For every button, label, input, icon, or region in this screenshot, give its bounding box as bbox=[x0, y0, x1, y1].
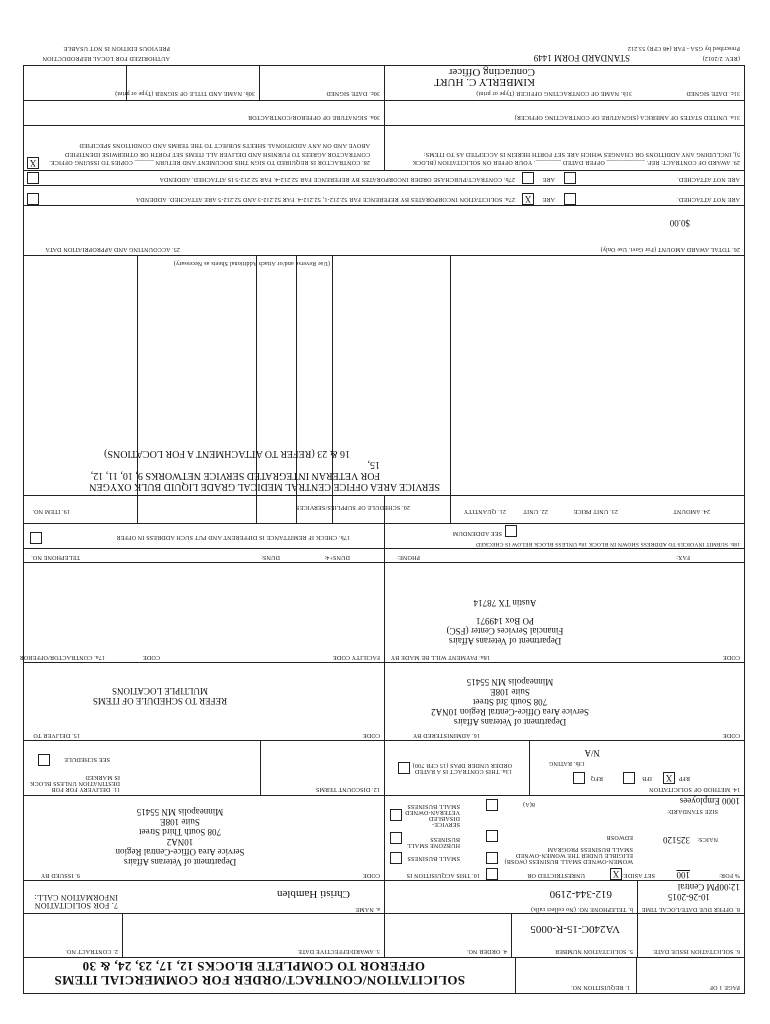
admin-line: Department of Veterans Affairs bbox=[453, 717, 567, 727]
ifb-label: IFB bbox=[642, 775, 652, 781]
terms-27a: 27a. SOLICITATION INCORPORATES BY REFERENCE FAR 52.212-1, 52.212-4. FAR 52.212-3 AND 52.212-5 ARE ATTACHED. ADDENDA bbox=[135, 196, 515, 202]
issued-line: Minneapolis MN 55415 bbox=[136, 807, 224, 817]
b27-are-not: ARE NOT ATTACHED. bbox=[677, 176, 740, 182]
discount-terms-label: 12. DISCOUNT TERMS bbox=[315, 786, 380, 792]
sdvosb-label: SERVICE-DISABLED VETERAN-OWNED SMALL BUSINESS bbox=[405, 803, 460, 827]
name-label: a. NAME bbox=[355, 906, 380, 912]
unit-header: 22. UNIT bbox=[523, 508, 548, 514]
amount-header: 24. AMOUNT bbox=[672, 508, 710, 514]
solicitation-number: VA240C-15-R-0005 bbox=[530, 923, 620, 935]
b27-are-not-checkbox[interactable] bbox=[564, 172, 576, 184]
a27-are-checkbox[interactable]: X bbox=[522, 193, 534, 205]
admin-line: Suite 108E bbox=[490, 687, 530, 697]
admin-line: Service Area Office-Central Region 10NA2 bbox=[431, 707, 589, 717]
admin-line: 708 South 3rd Street bbox=[472, 697, 548, 707]
offer-due-label: 8. OFFER DUE DATE/LOCAL TIME bbox=[641, 906, 740, 912]
small-business-label: SMALL BUSINESS bbox=[407, 855, 460, 861]
terms-27b: 27b. CONTRACT/PURCHASE ORDER INCORPORATES BY REFERENCE FAR 52.212-4. FAR 52.212-5 IS ATTACHED. ADDENDA bbox=[159, 176, 515, 182]
deliver-to-address bbox=[90, 686, 230, 706]
administered-by-label: 16. ADMINISTERED BY bbox=[412, 732, 480, 738]
deliver-line: REFER TO SCHEDULE OF ITEMS bbox=[92, 696, 228, 706]
order-no-label: 4. ORDER NO. bbox=[466, 948, 507, 954]
wosb-checkbox[interactable] bbox=[486, 852, 498, 864]
remittance-label: 17b. CHECK IF REMITTANCE IS DIFFERENT AND PUT SUCH ADDRESS IN OFFER bbox=[116, 534, 350, 540]
hubzone-checkbox[interactable] bbox=[390, 832, 402, 844]
delivery-label: 11. DELIVERY FOR FOB DESTINATION UNLESS BLOCK IS MARKED bbox=[29, 774, 120, 792]
total-award: $0.00 bbox=[669, 218, 690, 228]
payment-line: Department of Veterans Affairs bbox=[448, 636, 562, 646]
page-of-label: PAGE 1 OF bbox=[709, 984, 740, 990]
issued-line: Department of Veterans Affairs bbox=[123, 857, 237, 867]
footer-prescribed: Prescribed by GSA - FAR (48 CFR) 53.212 bbox=[627, 45, 740, 51]
total-award-label: 26. TOTAL AWARD AMOUNT (For Govt. Use Only) bbox=[600, 246, 740, 252]
desc-line: 16 & 23 (REFER TO ATTACHMENT A FOR LOCATIONS) bbox=[104, 448, 350, 459]
sdvosb-checkbox[interactable] bbox=[390, 809, 402, 821]
footer-standard-form: STANDARD FORM 1449 bbox=[533, 53, 630, 63]
telephone-label: b. TELEPHONE NO. (No collect calls) bbox=[530, 906, 633, 912]
issued-line: Suite 108E bbox=[160, 817, 200, 827]
fax-label: FAX: bbox=[675, 554, 690, 560]
edwosb-label: EDWOSB bbox=[606, 834, 633, 840]
footer-rev: (REV. 2/2012) bbox=[702, 55, 740, 61]
telephone-no-label: TELEPHONE NO. bbox=[31, 554, 80, 560]
payment-by-label: 18a. PAYMENT WILL BE MADE BY bbox=[390, 654, 490, 660]
rfp-checkbox[interactable]: X bbox=[663, 772, 675, 784]
info-call-label: 7. FOR SOLICITATION INFORMATION CALL: bbox=[34, 893, 118, 910]
hubzone-label: HUBZONE SMALL BUSINESS bbox=[407, 836, 460, 848]
requisition-no-label: 1. REQUISITION NO. bbox=[570, 984, 630, 990]
sig-30a: 30a. SIGNATURE OF OFFEROR/CONTRACTOR bbox=[247, 114, 380, 120]
phone-label: PHONE: bbox=[397, 554, 420, 560]
payment-line: Financial Services Center (FSC) bbox=[446, 626, 564, 636]
quantity-header: 21. QUANTITY bbox=[463, 508, 506, 514]
ifb-checkbox[interactable] bbox=[623, 772, 635, 784]
facility-code-label: FACILITY CODE bbox=[332, 654, 380, 660]
a27-are-not-checkbox[interactable] bbox=[564, 193, 576, 205]
contractor-label: 17a. CONTRACTOR/OFFEROR bbox=[19, 654, 105, 660]
form-title: SOLICITATION/CONTRACT/ORDER FOR COMMERCIAL ITEMS bbox=[54, 973, 465, 988]
b27-are: ARE bbox=[542, 176, 555, 182]
duns-label: DUNS: bbox=[260, 554, 280, 560]
rated-order-checkbox[interactable] bbox=[398, 762, 410, 774]
contract-no-label: 2. CONTRACT NO. bbox=[65, 948, 118, 954]
c28-checkbox[interactable]: X bbox=[27, 157, 39, 169]
rfp-label: RFP bbox=[678, 775, 690, 781]
deliver-code-label: CODE bbox=[362, 732, 380, 738]
payment-address bbox=[430, 598, 580, 646]
size-standard-label: SIZE STANDARD: bbox=[667, 808, 718, 814]
see-addendum-checkbox[interactable] bbox=[505, 525, 517, 537]
offer-due-time: 12:00PM Central bbox=[677, 882, 740, 892]
admin-code-label: CODE bbox=[722, 732, 740, 738]
duns4-label: DUNS+4: bbox=[324, 554, 350, 560]
eight-a-label: 8(A) bbox=[522, 801, 535, 807]
footer-authorized: AUTHORIZED FOR LOCAL REPRODUCTION bbox=[42, 55, 170, 61]
offer-due-date: 10-26-2015 bbox=[668, 892, 710, 902]
issued-by-label: 9. ISSUED BY bbox=[40, 872, 80, 878]
deliver-to-label: 15. DELIVER TO bbox=[33, 732, 80, 738]
see-addendum-label: SEE ADDENDUM bbox=[452, 530, 502, 536]
submit-invoices-label: 18b. SUBMIT INVOICES TO ADDRESS SHOWN IN BLOCK 18a UNLESS BLOCK BELOW IS CHECKED bbox=[475, 541, 740, 547]
issued-by-address bbox=[110, 807, 250, 867]
accounting-label: 25. ACCOUNTING AND APPROPRIATION DATA bbox=[45, 246, 180, 252]
b27-checkbox[interactable] bbox=[27, 172, 39, 184]
method-label: 14. METHOD OF SOLICITATION bbox=[648, 786, 740, 792]
rfq-label: RFQ bbox=[590, 775, 603, 781]
small-business-checkbox[interactable] bbox=[390, 852, 402, 864]
a27-are: ARE bbox=[542, 196, 555, 202]
unrestricted-checkbox[interactable] bbox=[486, 868, 498, 880]
admin-line: Minneapolis MN 55415 bbox=[466, 677, 554, 687]
deliver-line: MULTIPLE LOCATIONS bbox=[112, 686, 208, 696]
issued-line: Service Area Office-Central Region 10NA2 bbox=[115, 837, 245, 857]
item-no-header: 19. ITEM NO. bbox=[32, 508, 70, 514]
set-aside-label: SET ASIDE: bbox=[621, 872, 655, 878]
rated-order-label: 13a. THIS CONTRACT IS A RATED ORDER UNDER DPAS (15 CFR 700) bbox=[412, 762, 512, 774]
b27-are-checkbox[interactable] bbox=[522, 172, 534, 184]
schedule-header: 20. SCHEDULE OF SUPPLIES/SERVICES bbox=[295, 504, 410, 510]
reverse-note: (Use Reverse and/or Attach Additional Sheets as Necessary) bbox=[173, 260, 330, 266]
a27-checkbox[interactable] bbox=[27, 193, 39, 205]
payment-line: Austin TX 78714 bbox=[473, 598, 537, 608]
rfq-checkbox[interactable] bbox=[573, 772, 585, 784]
payment-line: PO Box 149971 bbox=[476, 616, 535, 626]
acquisition-label: 10. THIS ACQUISITION IS bbox=[406, 872, 480, 878]
administered-by-address bbox=[430, 677, 590, 727]
issue-date-label: 6. SOLICITATION ISSUE DATE bbox=[653, 948, 740, 954]
naics-code: 325120 bbox=[663, 835, 690, 845]
wosb-label: WOMEN-OWNED SMALL BUSINESS (WOSB) ELIGIBLE UNDER THE WOMEN-OWNED SMALL BUSINESS PROGRAM bbox=[504, 846, 633, 864]
sig-30b: 30b. NAME AND TITLE OF SIGNER (Type or print) bbox=[115, 90, 255, 96]
sig-30c: 30c. DATE SIGNED bbox=[326, 90, 380, 96]
issued-code-label: CODE bbox=[362, 872, 380, 878]
issued-line: 708 South Third Street bbox=[138, 827, 222, 837]
set-aside-pct: 100 bbox=[676, 870, 690, 880]
naics-label: NAICS: bbox=[697, 836, 718, 842]
schedule-description bbox=[80, 448, 440, 492]
desc-line: SERVICE AREA OFFICE CENTRAL MEDICAL GRADE LIQUID BULK OXYGEN bbox=[89, 481, 440, 492]
terms-29: 29. AWARD OF CONTRACT: REF. ____________ OFFER DATED ________. YOUR OFFER ON SOLICITATION (BLOCK 5), INCLUDING ANY ADDITIONS OR CHANGES WHICH ARE SET FORTH HEREIN IS ACCEPTED AS TO ITEMS: bbox=[412, 150, 740, 165]
officer-name: KIMBERLY C. HURT bbox=[434, 76, 535, 88]
set-aside-checkbox[interactable]: X bbox=[610, 868, 622, 880]
a27-are-not: ARE NOT ATTACHED. bbox=[677, 196, 740, 202]
unit-price-header: 23. UNIT PRICE bbox=[573, 508, 618, 514]
sig-31b: 31b. NAME OF CONTRACTING OFFICER (Type or print) bbox=[476, 90, 632, 96]
remittance-checkbox[interactable] bbox=[30, 532, 42, 544]
desc-line: FOR VETERAN INTEGRATED SERVICE NETWORKS 9, 10, 11, 12, 15, bbox=[90, 459, 380, 481]
footer-previous: PREVIOUS EDITION IS NOT USABLE bbox=[63, 45, 170, 51]
pct-for-label: % FOR: bbox=[718, 872, 740, 878]
solicitation-number-label: 5. SOLICITATION NUMBER bbox=[554, 948, 633, 954]
terms-28: 28. CONTRACTOR IS REQUIRED TO SIGN THIS DOCUMENT AND RETURN ______ COPIES TO ISSUING OFFICE. CONTRACTOR AGREES TO FURNISH AND DELIVER ALL ITEMS SET FORTH OR OTHERWISE IDENTIFIED ABOVE AND ON ANY ADDITIONAL SHEETS SUBJECT TO THE TERMS AND CONDITIONS SPECIFIED bbox=[49, 142, 370, 165]
see-schedule-label: SEE SCHEDULE bbox=[64, 756, 110, 762]
rating-label: 13b. RATING bbox=[548, 760, 585, 766]
sig-31c: 31c. DATE SIGNED bbox=[686, 90, 740, 96]
size-standard: 1000 Employees bbox=[679, 796, 740, 806]
officer-title: Contracting Officer bbox=[448, 66, 535, 78]
eight-a-checkbox[interactable] bbox=[486, 799, 498, 811]
edwosb-checkbox[interactable] bbox=[486, 830, 498, 842]
unrestricted-label: UNRESTRICTED OR bbox=[527, 872, 585, 878]
telephone: 612-344-2190 bbox=[549, 888, 612, 900]
form-subtitle: OFFEROR TO COMPLETE BLOCKS 12, 17, 23, 24, & 30 bbox=[82, 959, 425, 974]
contractor-code-label: CODE bbox=[142, 654, 160, 660]
see-schedule-checkbox[interactable] bbox=[38, 754, 50, 766]
award-date-label: 3. AWARD/EFFECTIVE DATE bbox=[298, 948, 380, 954]
rating: N/A bbox=[584, 748, 600, 758]
payment-code-label: CODE bbox=[722, 654, 740, 660]
contact-name: Christi Hamblen bbox=[276, 888, 350, 900]
sig-31a: 31a. UNITED STATES OF AMERICA (SIGNATURE OF CONTRACTING OFFICER) bbox=[514, 114, 740, 120]
